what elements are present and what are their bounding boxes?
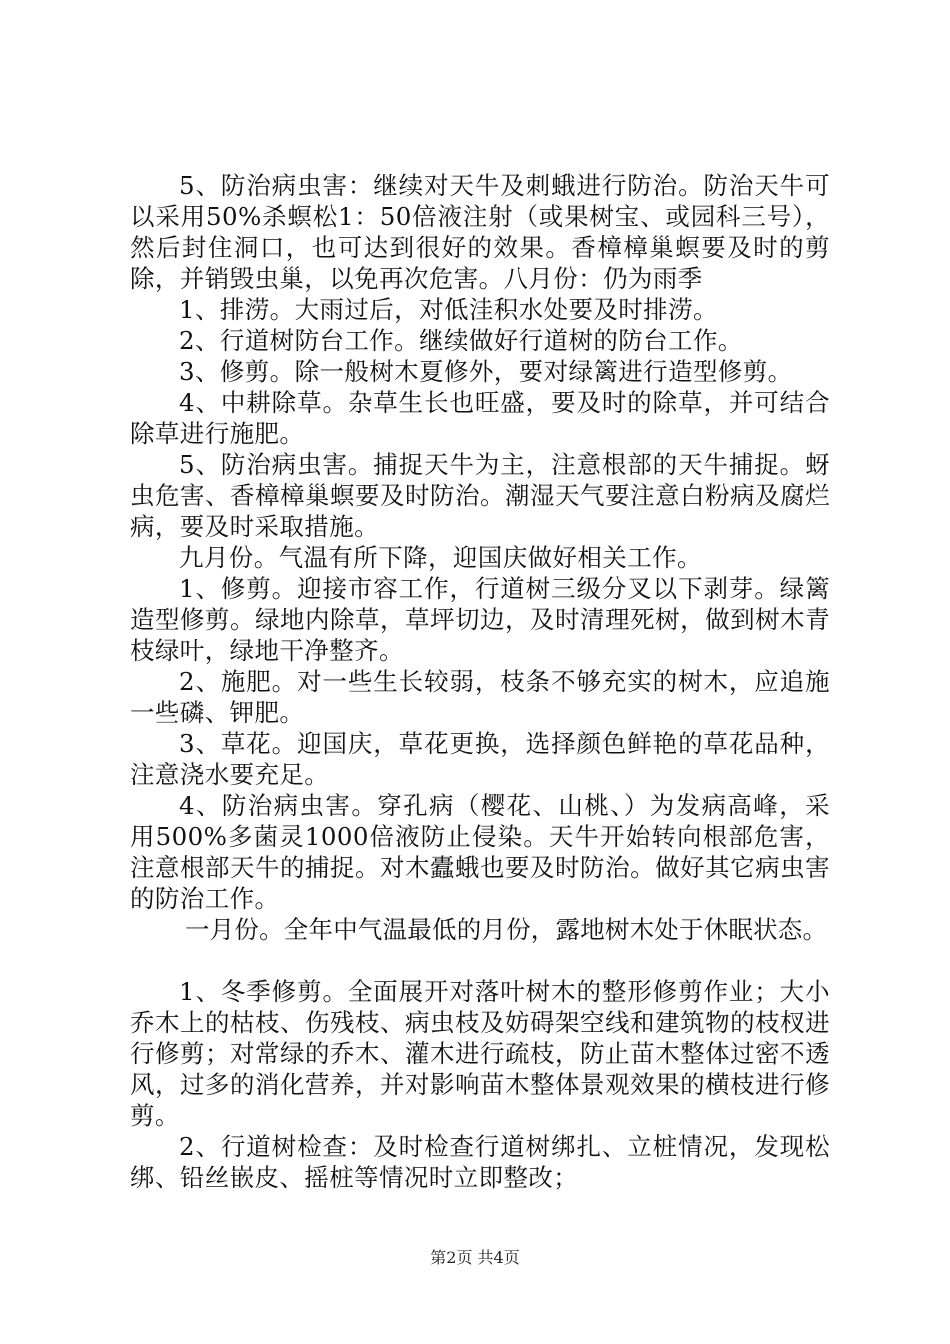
paragraph-weeding: 4、中耕除草。杂草生长也旺盛，要及时的除草，并可结合除草进行施肥。 [130,388,830,448]
page-number-footer: 第2页 共4页 [430,1248,520,1267]
document-body [130,170,830,1193]
paragraph-pruning-august: 3、修剪。除一般树木夏修外，要对绿篱进行造型修剪。 [179,357,793,386]
paragraph-pest-control-july: 5、防治病虫害：继续对天牛及刺蛾进行防治。防治天牛可以采用50%杀螟松1：50倍液注射（或果树宝、或园科三号），然后封住洞口，也可达到很好的效果。香樟樟巢螟要及时的剪除，并销毁虫巢，以免再次危害。八月份：仍为雨季 [130,171,830,293]
paragraph-pruning-september: 1、修剪。迎接市容工作，行道树三级分叉以下剥芽。绿篱造型修剪。绿地内除草，草坪切边，及时清理死树，做到树木青枝绿叶，绿地干净整齐。 [130,574,830,665]
paragraph-pest-control-august: 5、防治病虫害。捕捉天牛为主，注意根部的天牛捕捉。蚜虫危害、香樟樟巢螟要及时防治。潮湿天气要注意白粉病及腐烂病，要及时采取措施。 [130,450,830,541]
paragraph-september-heading: 九月份。气温有所下降，迎国庆做好相关工作。 [179,543,702,572]
paragraph-fertilizing: 2、施肥。对一些生长较弱，枝条不够充实的树木，应追施一些磷、钾肥。 [130,667,830,727]
paragraph-january-heading: 一月份。全年中气温最低的月份，露地树木处于休眠状态。 [185,915,828,944]
paragraph-winter-pruning: 1、冬季修剪。全面展开对落叶树木的整形修剪作业；大小乔木上的枯枝、伤残枝、病虫枝及妨碍架空线和建筑物的枝杈进行修剪；对常绿的乔木、灌木进行疏枝，防止苗木整体过密不透风，过多的消化营养，并对影响苗木整体景观效果的横枝进行修剪。 [130,977,830,1130]
paragraph-pest-control-september: 4、防治病虫害。穿孔病（樱花、山桃、）为发病高峰，采用500%多菌灵1000倍液防止侵染。天牛开始转向根部危害，注意根部天牛的捕捉。对木蠹蛾也要及时防治。做好其它病虫害的防治工作。 [130,791,830,913]
paragraph-drainage: 1、排涝。大雨过后，对低洼积水处要及时排涝。 [179,295,718,324]
paragraph-typhoon-prevention: 2、行道树防台工作。继续做好行道树的防台工作。 [179,326,743,355]
paragraph-flowers: 3、草花。迎国庆，草花更换，选择颜色鲜艳的草花品种，注意浇水要充足。 [130,729,830,789]
paragraph-street-tree-inspection: 2、行道树检查：及时检查行道树绑扎、立桩情况，发现松绑、铅丝嵌皮、摇桩等情况时立即整改； [130,1132,830,1192]
